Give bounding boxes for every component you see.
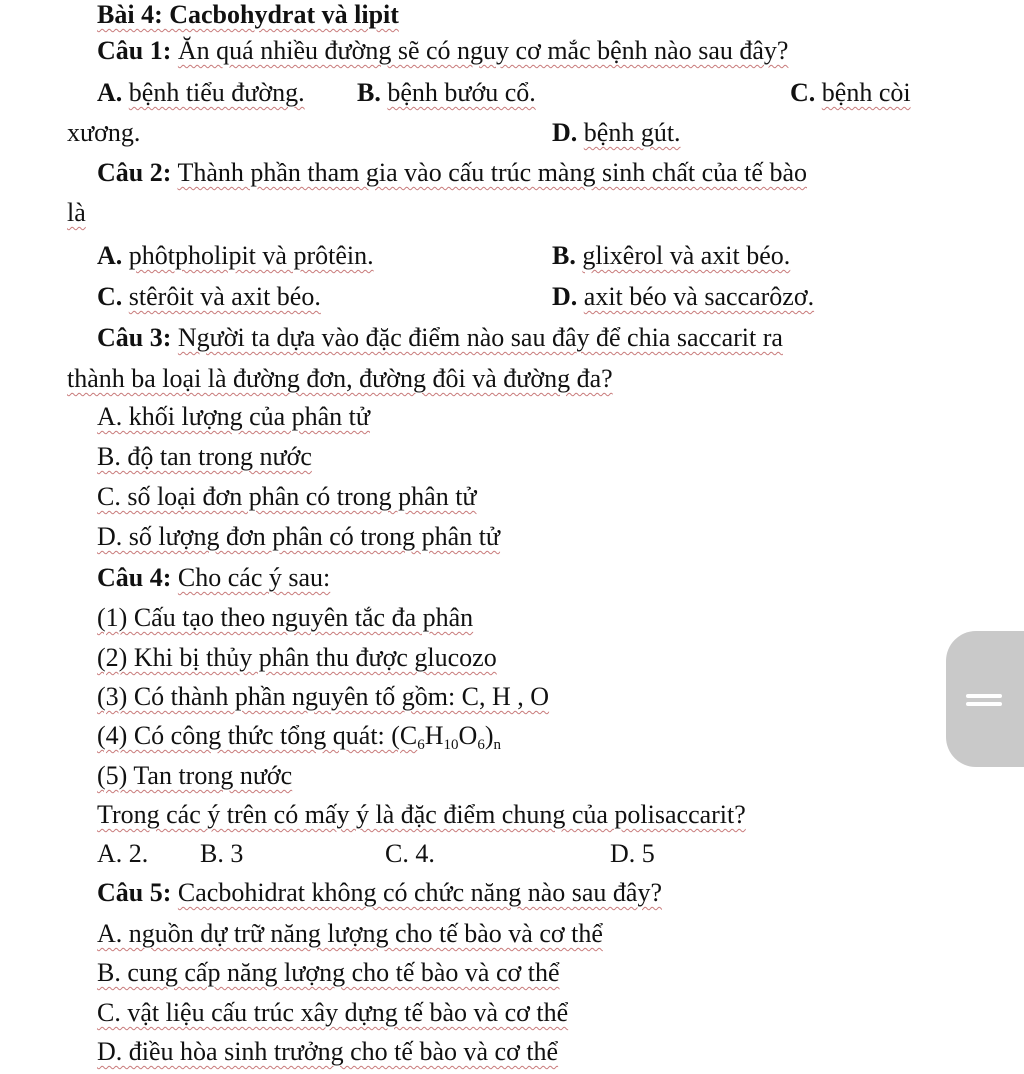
q2-option-c: C. stêrôit và axit béo.	[97, 282, 321, 311]
question-3-cont: thành ba loại là đường đơn, đường đôi và đường đa?	[67, 364, 613, 393]
q4-option-b: B. 3	[200, 839, 244, 868]
lesson-title: Bài 4: Cacbohydrat và lipit	[97, 0, 399, 29]
q2-option-b: B. glixêrol và axit béo.	[552, 241, 791, 270]
drag-handle[interactable]	[946, 631, 1024, 767]
q4-item-3: (3) Có thành phần nguyên tố gồm: C, H , O	[97, 682, 550, 711]
q4-item-1: (1) Cấu tạo theo nguyên tắc đa phân	[97, 603, 474, 632]
q1-option-c: C. bệnh còi	[790, 78, 911, 107]
q4-option-c: C. 4.	[385, 839, 435, 868]
question-2-cont: là	[67, 198, 86, 227]
q2-option-a: A. phôtpholipit và prôtêin.	[97, 241, 374, 270]
q5-option-a: A. nguồn dự trữ năng lượng cho tế bào và cơ thể	[97, 919, 603, 948]
q3-option-d: D. số lượng đơn phân có trong phân tử	[97, 522, 501, 551]
q3-option-c: C. số loại đơn phân có trong phân tử	[97, 482, 477, 511]
question-1: Câu 1: Ăn quá nhiều đường sẽ có nguy cơ mắc bệnh nào sau đây?	[97, 36, 789, 65]
q3-option-a: A. khối lượng của phân tử	[97, 402, 370, 431]
question-2: Câu 2: Thành phần tham gia vào cấu trúc màng sinh chất của tế bào	[97, 158, 807, 187]
q4-item-5: (5) Tan trong nước	[97, 761, 293, 790]
q4-option-a: A. 2.	[97, 839, 149, 868]
q5-option-b: B. cung cấp năng lượng cho tế bào và cơ thể	[97, 958, 560, 987]
q1-option-b: B. bệnh bướu cổ.	[357, 78, 536, 107]
q4-item-2: (2) Khi bị thủy phân thu được glucozo	[97, 643, 497, 672]
q1-option-c-cont: xương.	[67, 118, 141, 147]
q1-option-d: D. bệnh gút.	[552, 118, 681, 147]
question-5: Câu 5: Cacbohidrat không có chức năng nào sau đây?	[97, 878, 663, 907]
q4-question: Trong các ý trên có mấy ý là đặc điểm chung của polisaccarit?	[97, 800, 746, 829]
q5-option-c: C. vật liệu cấu trúc xây dựng tế bào và cơ thể	[97, 998, 569, 1027]
q1-option-a: A. bệnh tiểu đường.	[97, 78, 305, 107]
q4-option-d: D. 5	[610, 839, 655, 868]
q4-item-4: (4) Có công thức tổng quát: $(C_6H_{10}O_6)_n$	[97, 721, 501, 753]
q5-option-d: D. điều hòa sinh trưởng cho tế bào và cơ thể	[97, 1037, 559, 1066]
q3-option-b: B. độ tan trong nước	[97, 442, 312, 471]
handle-grip-line-top	[966, 694, 1002, 698]
q2-option-d: D. axit béo và saccarôzơ.	[552, 282, 815, 311]
question-3: Câu 3: Người ta dựa vào đặc điểm nào sau đây để chia saccarit ra	[97, 323, 783, 352]
handle-grip-line-bottom	[966, 702, 1002, 706]
question-4: Câu 4: Cho các ý sau:	[97, 563, 331, 592]
